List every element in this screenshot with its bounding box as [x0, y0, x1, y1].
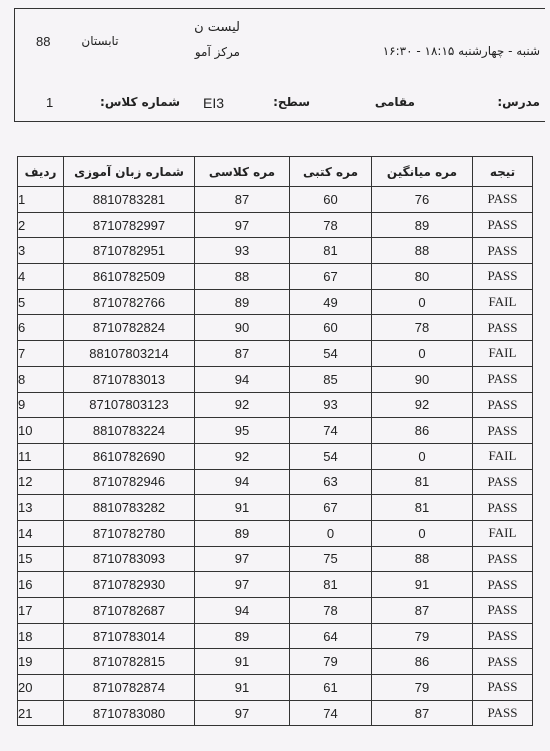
- row-number-cell: 14: [18, 520, 64, 546]
- table-row: [18, 572, 533, 598]
- row-number-cell: 15: [18, 546, 64, 572]
- table-row: [18, 623, 533, 649]
- document-title: لیست ن: [194, 20, 240, 35]
- class-score-cell: 97: [195, 572, 290, 598]
- row-number-cell: 12: [18, 469, 64, 495]
- result-cell: PASS: [473, 238, 533, 264]
- teacher-label: مدرس:: [497, 95, 540, 109]
- result-cell: FAIL: [473, 520, 533, 546]
- teacher-name: مقامی: [374, 95, 415, 109]
- average-score-cell: 89: [372, 212, 473, 238]
- average-score-cell: 78: [372, 315, 473, 341]
- written-score-cell: 54: [290, 443, 372, 469]
- col-header-average-score: مره میانگین: [372, 157, 473, 187]
- result-cell: PASS: [473, 675, 533, 701]
- row-number-cell: 9: [18, 392, 64, 418]
- table-row: [18, 700, 533, 726]
- class-score-cell: 88: [195, 264, 290, 290]
- average-score-cell: 86: [372, 649, 473, 675]
- average-score-cell: 90: [372, 366, 473, 392]
- average-score-cell: 79: [372, 675, 473, 701]
- row-number-cell: 13: [18, 495, 64, 521]
- class-score-cell: 87: [195, 187, 290, 213]
- student-id-cell: 87107803123: [64, 392, 195, 418]
- class-score-cell: 87: [195, 341, 290, 367]
- class-score-cell: 91: [195, 649, 290, 675]
- written-score-cell: 93: [290, 392, 372, 418]
- average-score-cell: 76: [372, 187, 473, 213]
- student-id-cell: 8710782687: [64, 598, 195, 624]
- written-score-cell: 81: [290, 572, 372, 598]
- table-row: [18, 546, 533, 572]
- result-cell: PASS: [473, 392, 533, 418]
- result-cell: PASS: [473, 572, 533, 598]
- table-row: [18, 187, 533, 213]
- table-row: [18, 495, 533, 521]
- average-score-cell: 86: [372, 418, 473, 444]
- row-number-cell: 21: [18, 700, 64, 726]
- written-score-cell: 74: [290, 700, 372, 726]
- written-score-cell: 61: [290, 675, 372, 701]
- class-number-label: شماره کلاس:: [100, 95, 180, 109]
- class-score-cell: 89: [195, 520, 290, 546]
- student-id-cell: 88107803214: [64, 341, 195, 367]
- class-score-cell: 90: [195, 315, 290, 341]
- result-cell: PASS: [473, 623, 533, 649]
- written-score-cell: 74: [290, 418, 372, 444]
- student-id-cell: 8710782946: [64, 469, 195, 495]
- written-score-cell: 78: [290, 212, 372, 238]
- written-score-cell: 54: [290, 341, 372, 367]
- average-score-cell: 87: [372, 700, 473, 726]
- table-row: [18, 264, 533, 290]
- written-score-cell: 85: [290, 366, 372, 392]
- class-score-cell: 97: [195, 212, 290, 238]
- student-id-cell: 8710783080: [64, 700, 195, 726]
- row-number-cell: 2: [18, 212, 64, 238]
- term-label: تابستان: [81, 34, 119, 48]
- table-row: [18, 392, 533, 418]
- center-name: مرکز آمو: [194, 45, 240, 59]
- result-cell: FAIL: [473, 289, 533, 315]
- written-score-cell: 67: [290, 264, 372, 290]
- result-cell: PASS: [473, 264, 533, 290]
- row-number-cell: 11: [18, 443, 64, 469]
- class-score-cell: 94: [195, 598, 290, 624]
- table-row: [18, 238, 533, 264]
- student-id-cell: 8710782930: [64, 572, 195, 598]
- class-score-cell: 89: [195, 623, 290, 649]
- average-score-cell: 79: [372, 623, 473, 649]
- result-cell: PASS: [473, 212, 533, 238]
- average-score-cell: 0: [372, 443, 473, 469]
- class-score-cell: 92: [195, 443, 290, 469]
- student-id-cell: 8710782824: [64, 315, 195, 341]
- result-cell: PASS: [473, 700, 533, 726]
- average-score-cell: 87: [372, 598, 473, 624]
- class-score-cell: 94: [195, 366, 290, 392]
- written-score-cell: 63: [290, 469, 372, 495]
- table-row: [18, 469, 533, 495]
- table-row: [18, 598, 533, 624]
- level-label: سطح:: [273, 95, 310, 109]
- result-cell: PASS: [473, 366, 533, 392]
- student-id-cell: 8710783014: [64, 623, 195, 649]
- table-row: [18, 366, 533, 392]
- level-value: EI3: [203, 95, 225, 111]
- student-id-cell: 8710782780: [64, 520, 195, 546]
- row-number-cell: 8: [18, 366, 64, 392]
- written-score-cell: 60: [290, 187, 372, 213]
- table-header-row: [18, 157, 533, 187]
- written-score-cell: 75: [290, 546, 372, 572]
- average-score-cell: 81: [372, 469, 473, 495]
- result-cell: PASS: [473, 495, 533, 521]
- class-score-cell: 95: [195, 418, 290, 444]
- row-number-cell: 19: [18, 649, 64, 675]
- table-row: [18, 418, 533, 444]
- class-score-cell: 97: [195, 700, 290, 726]
- average-score-cell: 81: [372, 495, 473, 521]
- row-number-cell: 5: [18, 289, 64, 315]
- table-row: [18, 649, 533, 675]
- result-cell: PASS: [473, 469, 533, 495]
- student-id-cell: 8610782690: [64, 443, 195, 469]
- table-row: [18, 212, 533, 238]
- student-id-cell: 8710782951: [64, 238, 195, 264]
- average-score-cell: 88: [372, 238, 473, 264]
- class-score-cell: 91: [195, 675, 290, 701]
- class-score-cell: 92: [195, 392, 290, 418]
- result-cell: PASS: [473, 598, 533, 624]
- table-row: [18, 315, 533, 341]
- table-row: [18, 289, 533, 315]
- written-score-cell: 64: [290, 623, 372, 649]
- written-score-cell: 60: [290, 315, 372, 341]
- student-id-cell: 8810783281: [64, 187, 195, 213]
- row-number-cell: 10: [18, 418, 64, 444]
- row-number-cell: 20: [18, 675, 64, 701]
- row-number-cell: 17: [18, 598, 64, 624]
- class-number-value: 1: [46, 95, 54, 110]
- row-number-cell: 3: [18, 238, 64, 264]
- class-score-cell: 94: [195, 469, 290, 495]
- result-cell: PASS: [473, 418, 533, 444]
- col-header-class-score: مره کلاسی: [195, 157, 290, 187]
- average-score-cell: 91: [372, 572, 473, 598]
- table-row: [18, 341, 533, 367]
- student-id-cell: 8710782997: [64, 212, 195, 238]
- average-score-cell: 0: [372, 289, 473, 315]
- average-score-cell: 92: [372, 392, 473, 418]
- table-row: [18, 443, 533, 469]
- row-number-cell: 1: [18, 187, 64, 213]
- written-score-cell: 67: [290, 495, 372, 521]
- table-row: [18, 520, 533, 546]
- row-number-cell: 18: [18, 623, 64, 649]
- row-number-cell: 6: [18, 315, 64, 341]
- result-cell: FAIL: [473, 341, 533, 367]
- table-row: [18, 675, 533, 701]
- student-id-cell: 8710782874: [64, 675, 195, 701]
- student-id-cell: 8710783013: [64, 366, 195, 392]
- class-score-cell: 91: [195, 495, 290, 521]
- col-header-student-id: شماره زبان آموزی: [64, 157, 195, 187]
- row-number-cell: 7: [18, 341, 64, 367]
- result-cell: PASS: [473, 315, 533, 341]
- student-id-cell: 8810783224: [64, 418, 195, 444]
- result-cell: PASS: [473, 546, 533, 572]
- student-id-cell: 8710782815: [64, 649, 195, 675]
- average-score-cell: 0: [372, 341, 473, 367]
- student-id-cell: 8610782509: [64, 264, 195, 290]
- year-label: 88: [36, 34, 51, 49]
- written-score-cell: 78: [290, 598, 372, 624]
- class-score-cell: 97: [195, 546, 290, 572]
- student-id-cell: 8710783093: [64, 546, 195, 572]
- class-score-cell: 93: [195, 238, 290, 264]
- average-score-cell: 80: [372, 264, 473, 290]
- schedule-text: شنبه - چهارشنبه ۱۸:۱۵ - ۱۶:۳۰: [382, 44, 540, 58]
- result-cell: PASS: [473, 649, 533, 675]
- col-header-row-number: ردیف: [18, 157, 64, 187]
- result-cell: FAIL: [473, 443, 533, 469]
- written-score-cell: 79: [290, 649, 372, 675]
- written-score-cell: 0: [290, 520, 372, 546]
- written-score-cell: 81: [290, 238, 372, 264]
- student-id-cell: 8710782766: [64, 289, 195, 315]
- col-header-written-score: مره کتبی: [290, 157, 372, 187]
- row-number-cell: 16: [18, 572, 64, 598]
- col-header-result: تیجه: [473, 157, 533, 187]
- class-score-cell: 89: [195, 289, 290, 315]
- grades-table: [17, 156, 533, 726]
- average-score-cell: 0: [372, 520, 473, 546]
- written-score-cell: 49: [290, 289, 372, 315]
- student-id-cell: 8810783282: [64, 495, 195, 521]
- result-cell: PASS: [473, 187, 533, 213]
- row-number-cell: 4: [18, 264, 64, 290]
- average-score-cell: 88: [372, 546, 473, 572]
